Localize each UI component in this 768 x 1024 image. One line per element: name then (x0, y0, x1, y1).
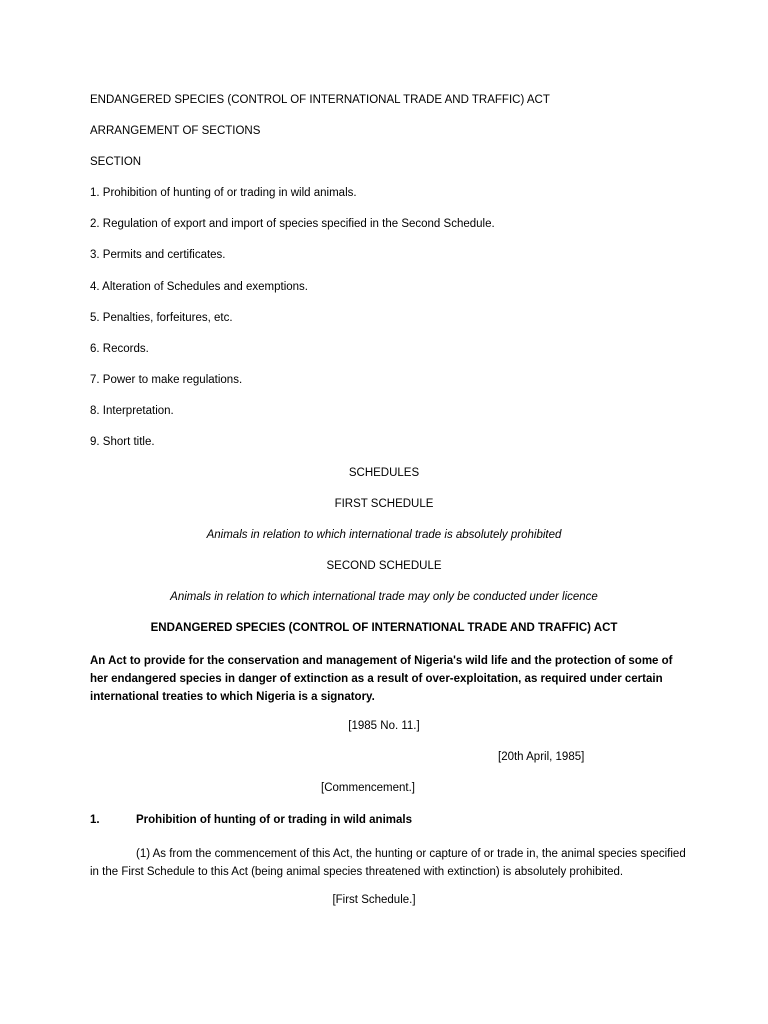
section-heading: SECTION (90, 156, 142, 168)
section-1-subsection-1: (1) As from the commencement of this Act, the hunting or capture of or trade in, the animal species specified in the First Schedule to this Act (being animal species threatened with extinction) is absolutely prohibited. (90, 848, 686, 878)
first-schedule-note: [First Schedule.] (332, 894, 416, 906)
schedules-heading: SCHEDULES (348, 467, 420, 479)
section-list-item: 4. Alteration of Schedules and exemptions. (90, 281, 309, 293)
second-schedule-description: Animals in relation to which international trade may only be conducted under licence (170, 591, 598, 603)
first-schedule-heading: FIRST SCHEDULE (334, 498, 434, 510)
section-list-item: 5. Penalties, forfeitures, etc. (90, 312, 233, 324)
section-list-item: 1. Prohibition of hunting of or trading in wild animals. (90, 187, 357, 199)
arrangement-heading: ARRANGEMENT OF SECTIONS (90, 125, 261, 137)
long-title: An Act to provide for the conservation and management of Nigeria's wild life and the protection of some of her endangered species in danger of extinction as a result of over-exploitation, as required under certain international treaties to which Nigeria is a signatory. (90, 655, 673, 703)
act-date: [20th April, 1985] (498, 751, 585, 763)
document-title: ENDANGERED SPECIES (CONTROL OF INTERNATIONAL TRADE AND TRAFFIC) ACT (90, 94, 550, 106)
section-list-item: 6. Records. (90, 343, 149, 355)
section-list-item: 8. Interpretation. (90, 405, 174, 417)
commencement-note: [Commencement.] (321, 782, 415, 794)
section-1-heading (90, 814, 412, 826)
section-list-item: 9. Short title. (90, 436, 155, 448)
section-list-item: 2. Regulation of export and import of species specified in the Second Schedule. (90, 218, 495, 230)
act-number: [1985 No. 11.] (348, 720, 420, 732)
act-title: ENDANGERED SPECIES (CONTROL OF INTERNATIONAL TRADE AND TRAFFIC) ACT (150, 622, 618, 634)
section-1-number: 1. (90, 814, 100, 826)
section-list-item: 3. Permits and certificates. (90, 249, 226, 261)
first-schedule-description: Animals in relation to which international trade is absolutely prohibited (206, 529, 562, 541)
section-list-item: 7. Power to make regulations. (90, 374, 243, 386)
second-schedule-heading: SECOND SCHEDULE (326, 560, 442, 572)
section-1-title: Prohibition of hunting of or trading in wild animals (136, 814, 412, 826)
